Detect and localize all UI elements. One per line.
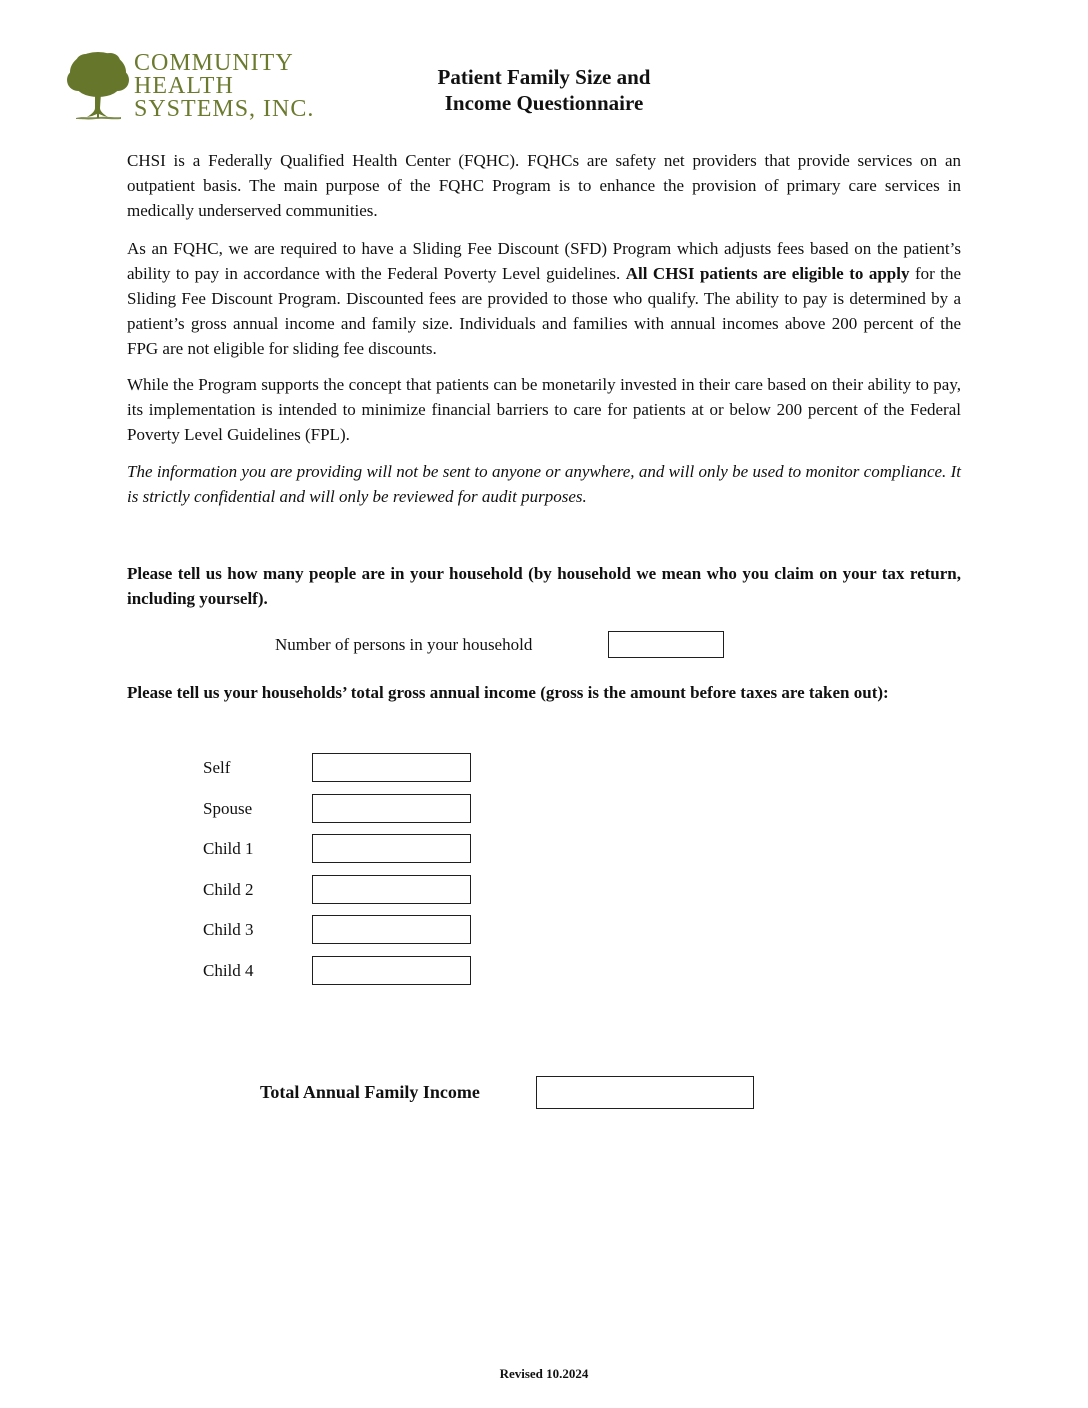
persons-field-label: Number of persons in your household bbox=[275, 635, 533, 654]
total-income-row bbox=[127, 1076, 961, 1109]
income-input-spouse[interactable] bbox=[312, 794, 471, 823]
persons-input[interactable] bbox=[608, 631, 724, 658]
logo-line-systems: SYSTEMS, INC. bbox=[134, 96, 315, 122]
income-label-child3: Child 3 bbox=[203, 920, 254, 939]
income-row-child4 bbox=[127, 956, 961, 985]
logo-line-health: HEALTH bbox=[134, 73, 234, 99]
persons-row bbox=[127, 631, 961, 658]
income-input-child4[interactable] bbox=[312, 956, 471, 985]
intro-paragraph-program: While the Program supports the concept that patients can be monetarily invested in their care based on their ability to pay, its implementation is intended to minimize financial barriers to care for patients at or below 200 percent of the Federal Poverty Level Guidelines (FPL). bbox=[127, 375, 961, 444]
income-input-child2[interactable] bbox=[312, 875, 471, 904]
income-row-child3 bbox=[127, 915, 961, 944]
total-income-input[interactable] bbox=[536, 1076, 754, 1109]
income-input-child1[interactable] bbox=[312, 834, 471, 863]
page-title-line2: Income Questionnaire bbox=[444, 91, 644, 115]
sliding-fee-text-pre: As an FQHC, we are required to have a Sliding Fee Discount (SFD) Program which adjusts fees based on the patient’s ability to pay in accordance with the Federal Poverty Level guidelines. bbox=[127, 239, 961, 283]
page-title bbox=[0, 64, 1088, 116]
income-label-child2: Child 2 bbox=[203, 880, 254, 899]
household-size-heading: Please tell us how many people are in your household (by household we mean who you claim on your tax return, including yourself). bbox=[127, 564, 961, 608]
sliding-fee-text-post: for the Sliding Fee Discount Program. Discounted fees are provided to those who qualify. The ability to pay is determined by a patient’s gross annual income and family size. Individuals and families with annual incomes above 200 percent of the FPG are not eligible for sliding fee discounts. bbox=[127, 264, 961, 358]
total-income-label: Total Annual Family Income bbox=[260, 1082, 480, 1102]
income-input-child3[interactable] bbox=[312, 915, 471, 944]
income-row-child2 bbox=[127, 875, 961, 904]
confidentiality-note: The information you are providing will not be sent to anyone or anywhere, and will only be used to monitor compliance. It is strictly confidential and will only be reviewed for audit purposes. bbox=[127, 462, 961, 506]
income-input-self[interactable] bbox=[312, 753, 471, 782]
income-row-child1 bbox=[127, 834, 961, 863]
income-row-spouse bbox=[127, 794, 961, 823]
sliding-fee-text-bold: All CHSI patients are eligible to apply bbox=[625, 264, 910, 283]
intro-paragraph-sliding-fee bbox=[127, 236, 961, 361]
income-label-spouse: Spouse bbox=[203, 799, 253, 818]
income-label-child4: Child 4 bbox=[203, 961, 254, 980]
revision-note: Revised 10.2024 bbox=[499, 1366, 589, 1381]
income-row-self bbox=[127, 753, 961, 782]
intro-paragraph-fqhc: CHSI is a Federally Qualified Health Center (FQHC). FQHCs are safety net providers that provide services on an outpatient basis. The main purpose of the FQHC Program is to enhance the provision of primary care services in medically underserved communities. bbox=[127, 151, 961, 220]
income-label-self: Self bbox=[203, 758, 231, 777]
income-heading: Please tell us your households’ total gross annual income (gross is the amount before taxes are taken out): bbox=[127, 683, 889, 702]
logo-line-community: COMMUNITY bbox=[134, 50, 294, 76]
income-label-child1: Child 1 bbox=[203, 839, 254, 858]
page-title-line1: Patient Family Size and bbox=[437, 65, 651, 89]
